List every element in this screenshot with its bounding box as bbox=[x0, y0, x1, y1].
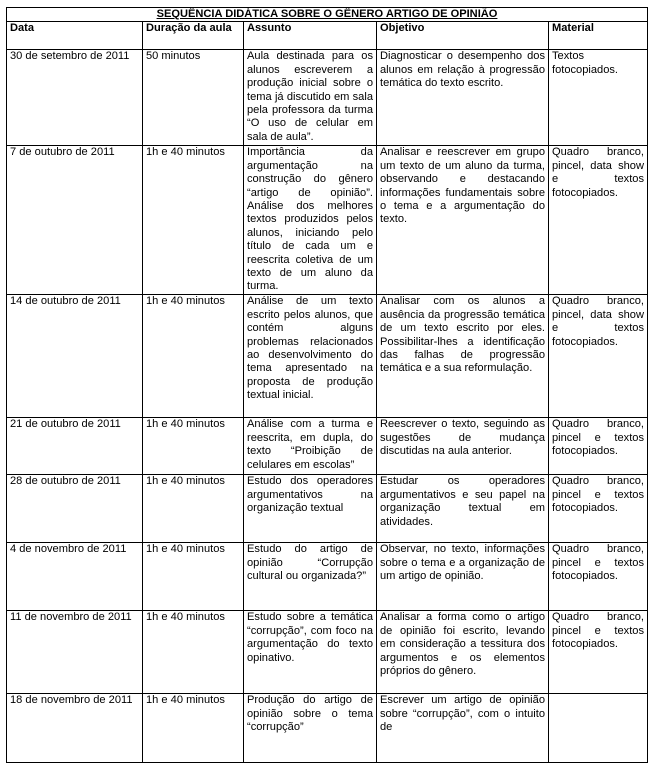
table-row bbox=[7, 418, 648, 475]
cell-objetivo: Estudar os operadores argumentativos e seu papel na organização textual em atividades. bbox=[377, 475, 549, 543]
table-row bbox=[7, 146, 648, 295]
didactic-sequence-table bbox=[6, 7, 648, 763]
cell-data: 30 de setembro de 2011 bbox=[7, 50, 143, 146]
cell-duracao: 1h e 40 minutos bbox=[143, 475, 244, 543]
cell-duracao: 1h e 40 minutos bbox=[143, 146, 244, 295]
cell-material: Quadro branco, pincel e textos fotocopiados. bbox=[549, 475, 648, 543]
table-header-row bbox=[7, 22, 648, 50]
cell-data: 28 de outubro de 2011 bbox=[7, 475, 143, 543]
cell-duracao: 1h e 40 minutos bbox=[143, 295, 244, 418]
cell-material: Quadro branco, pincel e textos fotocopiados. bbox=[549, 418, 648, 475]
header-assunto: Assunto bbox=[244, 22, 377, 50]
cell-material bbox=[549, 694, 648, 763]
cell-duracao: 1h e 40 minutos bbox=[143, 694, 244, 763]
table-row bbox=[7, 295, 648, 418]
table-row bbox=[7, 543, 648, 611]
table-title-row bbox=[7, 8, 648, 22]
cell-assunto: Análise com a turma e reescrita, em dupla, do texto “Proibição de celulares em escolas” bbox=[244, 418, 377, 475]
cell-assunto: Estudo dos operadores argumentativos na organização textual bbox=[244, 475, 377, 543]
cell-material: Quadro branco, pincel, data show e textos fotocopiados. bbox=[549, 146, 648, 295]
cell-data: 18 de novembro de 2011 bbox=[7, 694, 143, 763]
cell-assunto: Importância da argumentação na construção do gênero “artigo de opinião”. Análise dos melhores textos produzidos pelos alunos, iniciando pelo título de cada um e reescrita coletiva de um texto de um aluno da turma. bbox=[244, 146, 377, 295]
cell-duracao: 50 minutos bbox=[143, 50, 244, 146]
cell-duracao: 1h e 40 minutos bbox=[143, 611, 244, 694]
cell-material: Quadro branco, pincel e textos fotocopiados. bbox=[549, 543, 648, 611]
cell-material: Textos fotocopiados. bbox=[549, 50, 648, 146]
table-title: SEQUÊNCIA DIDÁTICA SOBRE O GÊNERO ARTIGO DE OPINIÃO bbox=[7, 8, 648, 22]
cell-objetivo: Analisar com os alunos a ausência da progressão temática de um texto escrito por eles. Possibilitar-lhes a identificação das falhas de progressão temática e a sua reformulação. bbox=[377, 295, 549, 418]
cell-material: Quadro branco, pincel, data show e textos fotocopiados. bbox=[549, 295, 648, 418]
cell-objetivo: Analisar a forma como o artigo de opinião foi escrito, levando em consideração a tessitura dos argumentos e os elementos próprios do gênero. bbox=[377, 611, 549, 694]
table-row bbox=[7, 611, 648, 694]
cell-duracao: 1h e 40 minutos bbox=[143, 543, 244, 611]
table-row bbox=[7, 50, 648, 146]
cell-duracao: 1h e 40 minutos bbox=[143, 418, 244, 475]
cell-data: 14 de outubro de 2011 bbox=[7, 295, 143, 418]
cell-assunto: Estudo do artigo de opinião “Corrupção cultural ou organizada?” bbox=[244, 543, 377, 611]
cell-objetivo: Diagnosticar o desempenho dos alunos em relação à progressão temática do texto escrito. bbox=[377, 50, 549, 146]
table-row bbox=[7, 475, 648, 543]
cell-data: 4 de novembro de 2011 bbox=[7, 543, 143, 611]
header-duracao: Duração da aula bbox=[143, 22, 244, 50]
cell-data: 11 de novembro de 2011 bbox=[7, 611, 143, 694]
cell-data: 21 de outubro de 2011 bbox=[7, 418, 143, 475]
cell-data: 7 de outubro de 2011 bbox=[7, 146, 143, 295]
cell-assunto: Aula destinada para os alunos escreverem a produção inicial sobre o tema já discutido em sala pela professora da turma “O uso de celular em sala de aula”. bbox=[244, 50, 377, 146]
cell-assunto: Estudo sobre a temática “corrupção”, com foco na argumentação do texto opinativo. bbox=[244, 611, 377, 694]
cell-assunto: Análise de um texto escrito pelos alunos, que contém alguns problemas relacionados ao desenvolvimento do tema apresentado na proposta de produção textual inicial. bbox=[244, 295, 377, 418]
header-data: Data bbox=[7, 22, 143, 50]
cell-objetivo: Escrever um artigo de opinião sobre “corrupção”, com o intuito de bbox=[377, 694, 549, 763]
cell-objetivo: Reescrever o texto, seguindo as sugestões de mudança discutidas na aula anterior. bbox=[377, 418, 549, 475]
header-objetivo: Objetivo bbox=[377, 22, 549, 50]
cell-objetivo: Observar, no texto, informações sobre o tema e a organização de um artigo de opinião. bbox=[377, 543, 549, 611]
table-row bbox=[7, 694, 648, 763]
cell-material: Quadro branco, pincel e textos fotocopiados. bbox=[549, 611, 648, 694]
cell-assunto: Produção do artigo de opinião sobre o tema “corrupção” bbox=[244, 694, 377, 763]
header-material: Material bbox=[549, 22, 648, 50]
cell-objetivo: Analisar e reescrever em grupo um texto de um aluno da turma, observando e destacando informações fundamentais sobre o tema e a argumentação do texto. bbox=[377, 146, 549, 295]
